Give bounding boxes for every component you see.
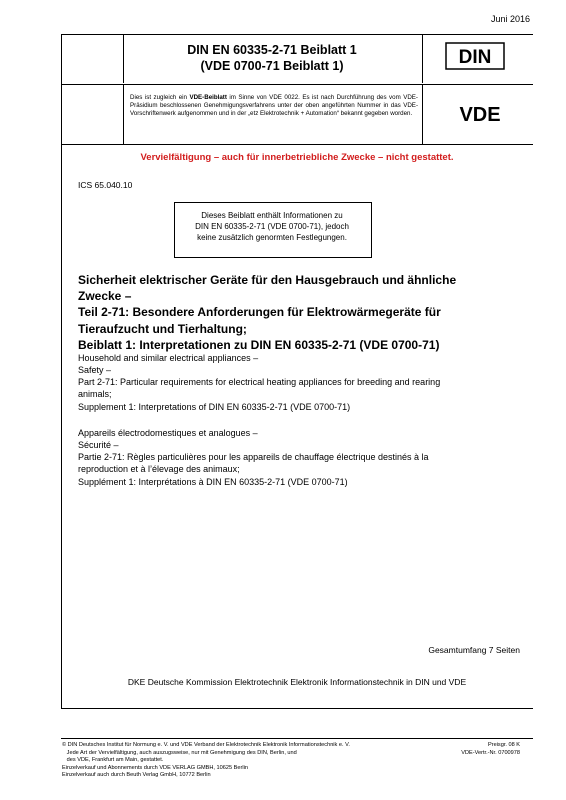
note-bold: VDE-Beiblatt xyxy=(189,94,227,101)
title-line: Sécurité – xyxy=(78,440,119,451)
english-title xyxy=(78,352,533,413)
info-line: keine zusätzlich genormten Festlegungen. xyxy=(197,233,347,243)
price-footer xyxy=(430,742,520,757)
title-line: Supplement 1: Interpretations of DIN EN 60335-2-71 (VDE 0700-71) xyxy=(78,401,351,412)
footer-rule xyxy=(61,738,533,739)
total-pages: Gesamtumfang 7 Seiten xyxy=(428,645,520,655)
german-title xyxy=(78,272,533,353)
title-line: Tieraufzucht und Tierhaltung; xyxy=(78,321,247,336)
title-line: Household and similar electrical appliances – xyxy=(78,353,259,363)
note-divider xyxy=(61,144,533,145)
vde-note xyxy=(130,94,418,118)
footer-line: Einzelverkauf und Abonnements durch VDE VERLAG GMBH, 10625 Berlin xyxy=(62,764,248,771)
title-line: Safety – xyxy=(78,365,112,376)
title-line: Partie 2-71: Règles particulières pour les appareils de chauffage électrique destinés à la xyxy=(78,452,429,463)
title-line: Beiblatt 1: Interpretationen zu DIN EN 60335-2-71 (VDE 0700-71) xyxy=(78,337,440,352)
title-line: Teil 2-71: Besondere Anforderungen für Elektrowärmegeräte für xyxy=(78,305,441,320)
footer-line: Jede Art der Vervielfältigung, auch auszugsweise, nur mit Genehmigung des DIN, Berlin, und xyxy=(62,749,297,756)
info-line: Dieses Beiblatt enthält Informationen zu xyxy=(201,211,343,220)
info-text xyxy=(176,210,368,244)
price-group: Preisgr. 08 K xyxy=(487,742,520,748)
standard-number: DIN EN 60335-2-71 Beiblatt 1 xyxy=(187,43,357,57)
dke-line: DKE Deutsche Kommission Elektrotechnik Elektronik Informationstechnik in DIN und VDE xyxy=(127,677,467,687)
footer-line: © DIN Deutsches Institut für Normung e. V. und VDE Verband der Elektrotechnik Elektronik Informationstechnik e. V. xyxy=(62,742,350,748)
info-line: DIN EN 60335-2-71 (VDE 0700-71), jedoch xyxy=(195,222,349,232)
title-line: reproduction et à l’élevage des animaux; xyxy=(78,464,240,475)
footer-line: Einzelverkauf auch durch Beuth Verlag GmbH, 10772 Berlin xyxy=(62,772,211,779)
title-line: Part 2-71: Particular requirements for electrical heating appliances for breeding and rearing xyxy=(78,377,441,388)
vde-logo-text: VDE xyxy=(459,104,501,125)
vde-distribution-number: VDE-Vertr.-Nr. 0700978 xyxy=(461,749,520,756)
din-logo-text: DIN xyxy=(458,47,492,68)
note-prefix: Dies ist zugleich ein xyxy=(130,94,190,101)
bottom-rule xyxy=(61,708,533,709)
ics-code: ICS 65.040.10 xyxy=(78,180,133,190)
title-line: Sicherheit elektrischer Geräte für den Hausgebrauch und ähnliche xyxy=(78,273,457,287)
french-title xyxy=(78,427,533,488)
title-line: animals; xyxy=(78,389,112,400)
footer-line: des VDE, Frankfurt am Main, gestattet. xyxy=(62,757,164,764)
left-border-line xyxy=(61,34,62,708)
note-rest: im Sinne von VDE 0022. Es ist nach Durchführung des vom VDE-Präsidium beschlossenen Genehmigungsverfahrens unter der oben angeführten Nummer in das VDE-Vorschriftenwerk aufgenommen und in der „etz Elektrotechnik + Automation“ bekannt gegeben worden. xyxy=(130,94,418,118)
title-line: Zwecke – xyxy=(78,289,132,304)
copy-warning: Vervielfältigung – auch für innerbetriebliche Zwecke – nicht gestattet. xyxy=(140,152,454,163)
issue-date: Juni 2016 xyxy=(490,14,530,24)
copyright-footer xyxy=(62,742,462,780)
vde-logo xyxy=(447,103,513,125)
vde-number: (VDE 0700-71 Beiblatt 1) xyxy=(200,59,344,73)
title-line: Supplément 1: Interprétations à DIN EN 60335-2-71 (VDE 0700-71) xyxy=(78,476,348,487)
din-logo xyxy=(445,42,505,70)
title-line: Appareils électrodomestiques et analogues – xyxy=(78,428,258,438)
